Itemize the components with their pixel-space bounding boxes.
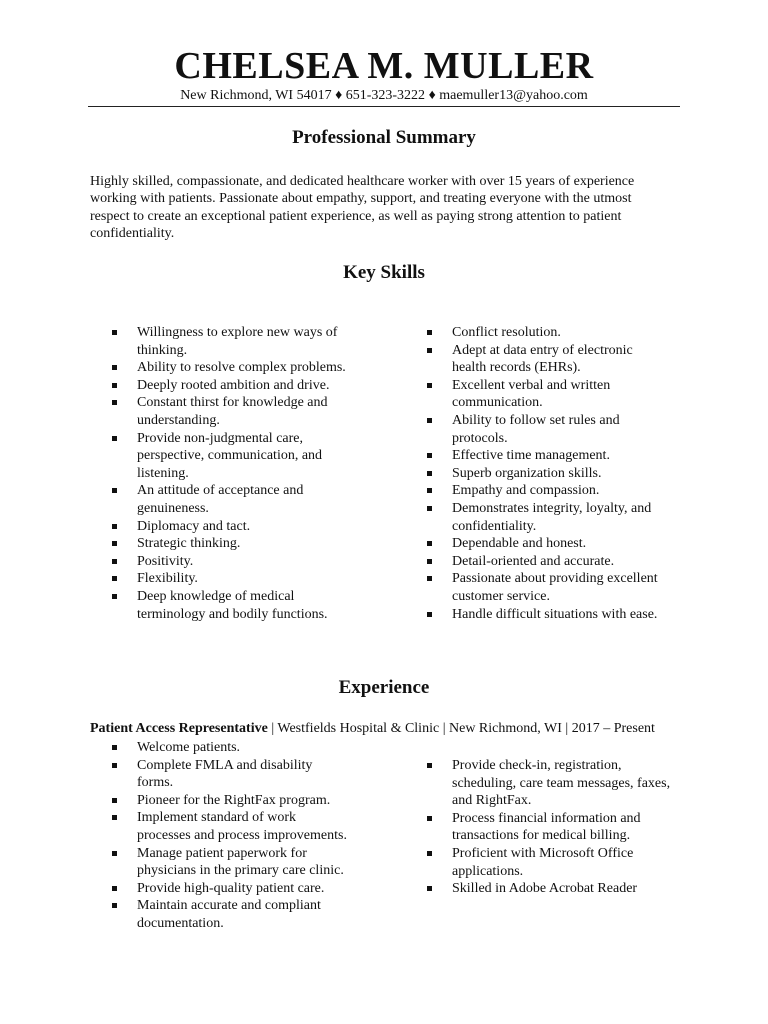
summary-text: Highly skilled, compassionate, and dedicated healthcare worker with over 15 years of experience working with patients. Passionate about empathy, support, and treating everyone with the utmost respect to create an exceptional patient experience, as well as paying strong attention to patient confidentiality.	[90, 174, 635, 241]
duty-item: Complete FMLA and disability forms.	[111, 757, 351, 792]
skill-item: Handle difficult situations with ease.	[426, 606, 670, 624]
skill-item: Provide non-judgmental care, perspective, communication, and listening.	[111, 430, 351, 483]
skill-item: Constant thirst for knowledge and understanding.	[111, 394, 351, 429]
contact-separator: ♦	[335, 88, 343, 103]
duty-item: Process financial information and transactions for medical billing.	[426, 810, 682, 845]
skill-item: Flexibility.	[111, 570, 351, 588]
resume-name: CHELSEA M. MULLER	[174, 45, 594, 87]
skills-heading: Key Skills	[343, 262, 425, 283]
duty-item: Pioneer for the RightFax program.	[111, 792, 351, 810]
header-rule	[88, 106, 680, 107]
job-divider: |	[565, 721, 569, 736]
job-divider: |	[271, 721, 275, 736]
skill-item: Effective time management.	[426, 447, 670, 465]
skill-item: Excellent verbal and written communication.	[426, 377, 670, 412]
skill-item: Empathy and compassion.	[426, 482, 670, 500]
experience-heading: Experience	[338, 677, 430, 698]
duty-item: Proficient with Microsoft Office applications.	[426, 845, 682, 880]
skill-item: Deeply rooted ambition and drive.	[111, 377, 351, 395]
skill-item: Ability to resolve complex problems.	[111, 359, 351, 377]
skill-item: Passionate about providing excellent customer service.	[426, 570, 670, 605]
skill-item: Superb organization skills.	[426, 465, 670, 483]
job-duties-right-list	[426, 757, 682, 898]
duty-item: Welcome patients.	[111, 739, 351, 757]
contact-line	[0, 88, 768, 104]
summary-heading: Professional Summary	[292, 127, 476, 148]
skill-item: Strategic thinking.	[111, 535, 351, 553]
job-divider: |	[442, 721, 446, 736]
duty-item: Skilled in Adobe Acrobat Reader	[426, 880, 682, 898]
skill-item: Demonstrates integrity, loyalty, and confidentiality.	[426, 500, 670, 535]
contact-location: New Richmond, WI 54017	[180, 88, 332, 103]
duty-item: Maintain accurate and compliant documentation.	[111, 897, 351, 932]
skill-item: Adept at data entry of electronic health records (EHRs).	[426, 342, 670, 377]
skill-item: Conflict resolution.	[426, 324, 670, 342]
skills-right-list	[426, 324, 670, 623]
job-duties-left-list	[111, 739, 351, 933]
job-dates: 2017 – Present	[571, 721, 655, 736]
job-location: New Richmond, WI	[449, 721, 562, 736]
skill-item: Positivity.	[111, 553, 351, 571]
skills-left-list	[111, 324, 351, 623]
duty-item: Implement standard of work processes and process improvements.	[111, 809, 351, 844]
duty-item: Provide high-quality patient care.	[111, 880, 351, 898]
duty-item: Manage patient paperwork for physicians in the primary care clinic.	[111, 845, 351, 880]
contact-separator: ♦	[428, 88, 436, 103]
skill-item: Willingness to explore new ways of thinking.	[111, 324, 351, 359]
skill-item: Ability to follow set rules and protocols.	[426, 412, 670, 447]
skill-item: Deep knowledge of medical terminology and bodily functions.	[111, 588, 351, 623]
contact-email[interactable]: maemuller13@yahoo.com	[439, 88, 588, 103]
skill-item: An attitude of acceptance and genuineness.	[111, 482, 351, 517]
skill-item: Dependable and honest.	[426, 535, 670, 553]
contact-phone: 651-323-3222	[345, 88, 426, 103]
skill-item: Detail-oriented and accurate.	[426, 553, 670, 571]
duty-item: Provide check-in, registration, scheduling, care team messages, faxes, and RightFax.	[426, 757, 682, 810]
job-employer: Westfields Hospital & Clinic	[277, 721, 440, 736]
skill-item: Diplomacy and tact.	[111, 518, 351, 536]
job-title: Patient Access Representative	[90, 721, 268, 736]
job-title-line	[90, 721, 690, 737]
